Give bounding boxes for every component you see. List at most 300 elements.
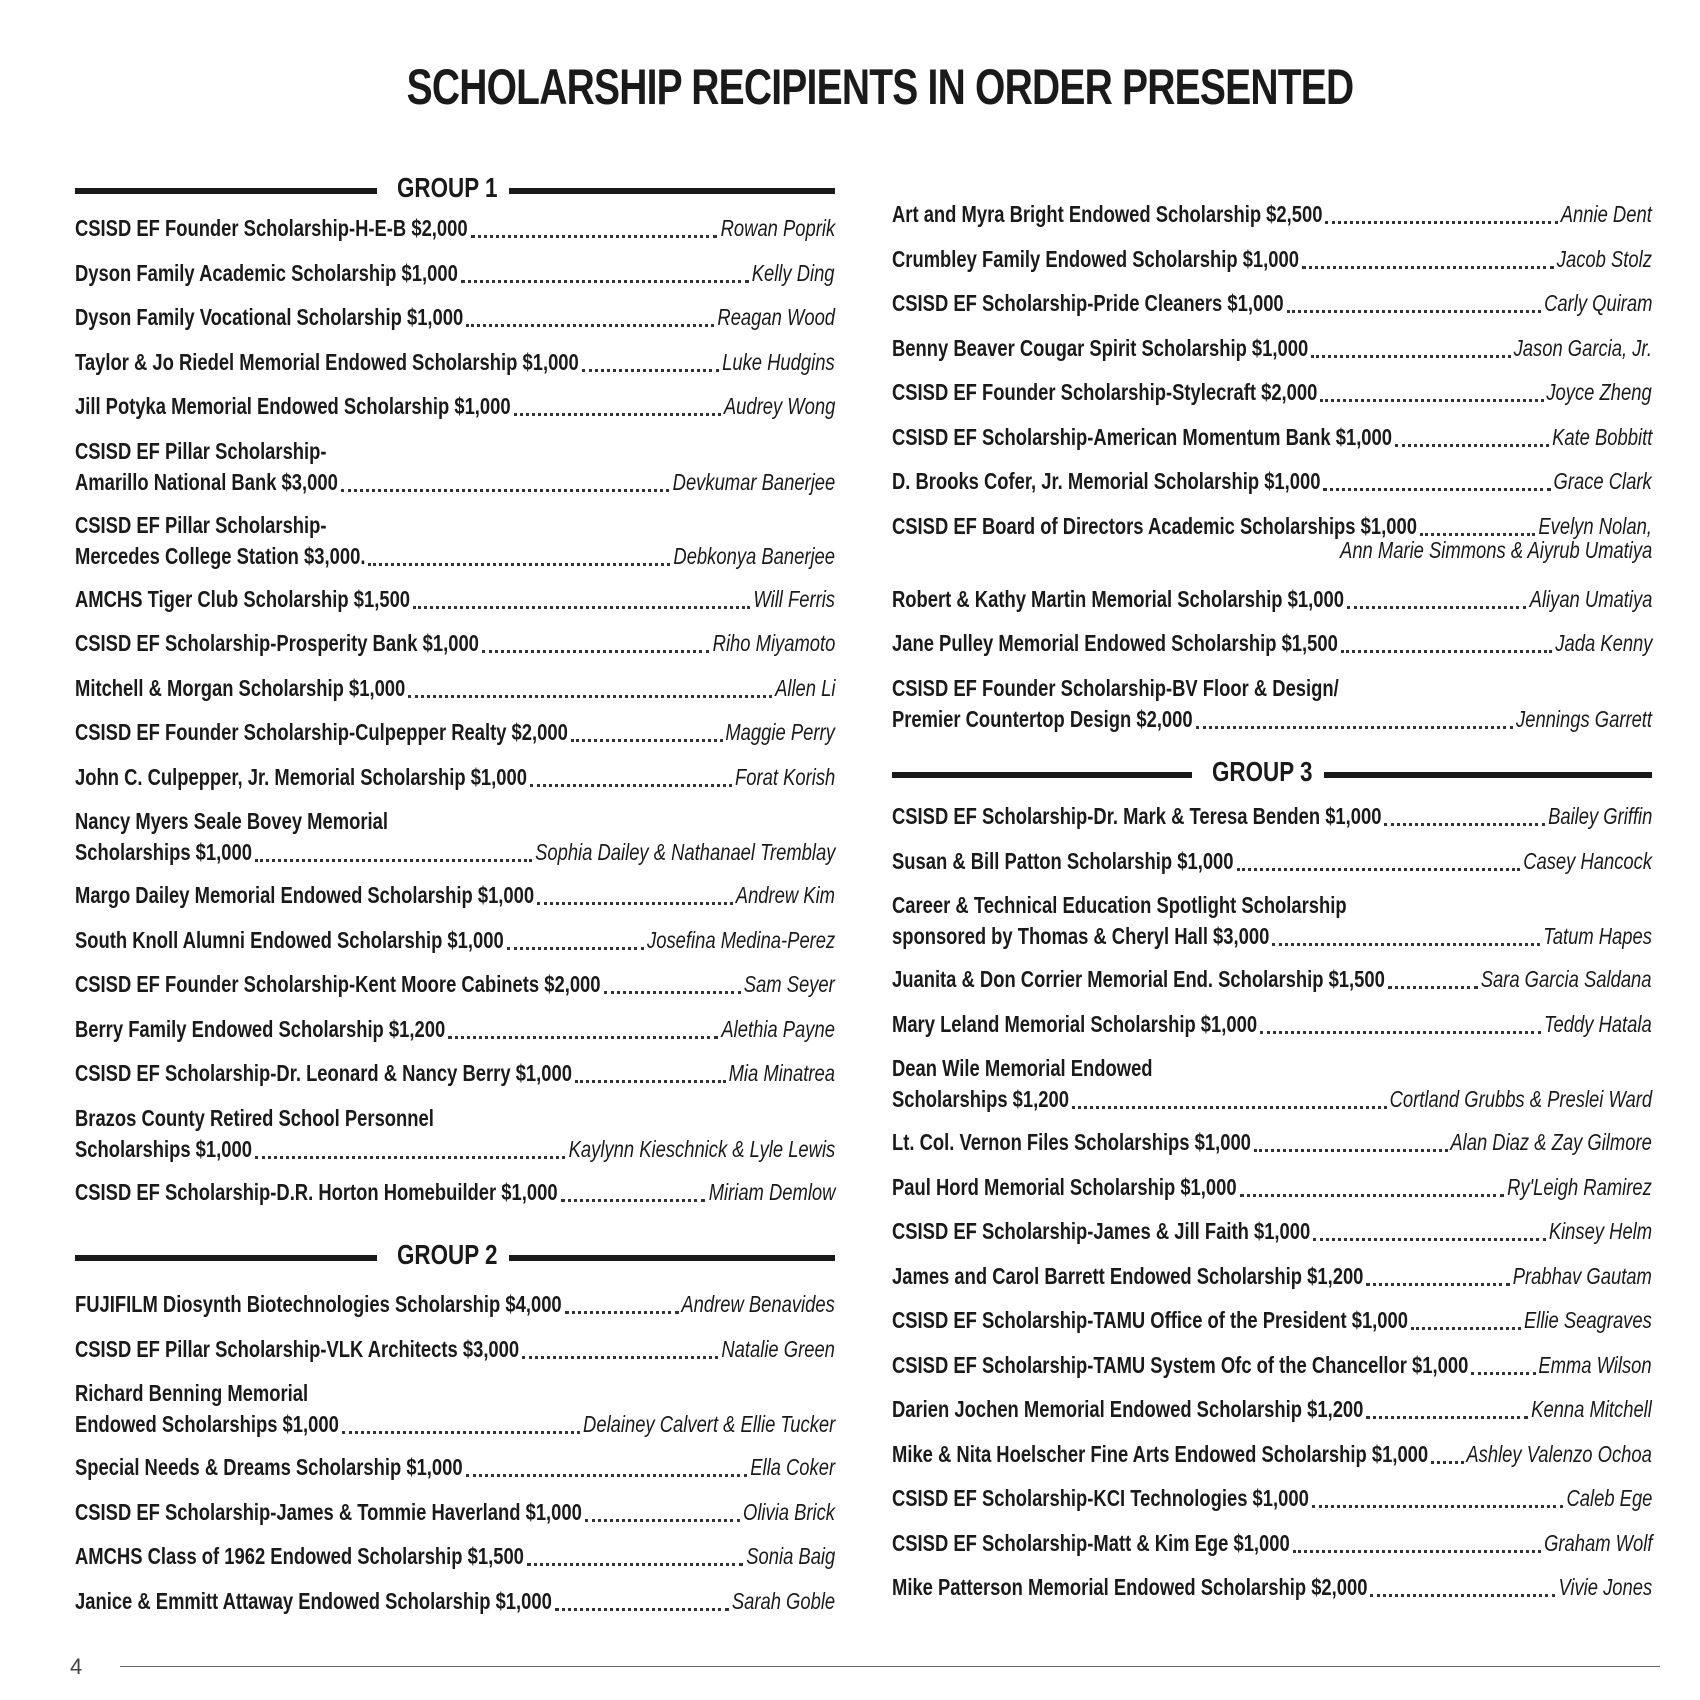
- dot-leader: [413, 606, 750, 609]
- scholarship-entry: [892, 1304, 1652, 1338]
- recipient-name: Audrey Wong: [723, 393, 835, 419]
- entry-line: [75, 1102, 835, 1136]
- scholarship-name: CSISD EF Scholarship-Prosperity Bank $1,000: [75, 630, 479, 656]
- recipient-name: Bailey Griffin: [1547, 803, 1652, 829]
- scholarship-name-line1: Richard Benning Memorial: [75, 1380, 309, 1406]
- scholarship-entry: [75, 301, 835, 335]
- recipient-name: Sara Garcia Saldana: [1481, 966, 1652, 992]
- entry-line: [75, 1176, 835, 1210]
- scholarship-entry: [75, 1057, 835, 1091]
- scholarship-name: James and Carol Barrett Endowed Scholarship $1,200: [892, 1262, 1364, 1289]
- scholarship-entry: [892, 845, 1652, 879]
- dot-leader: [341, 489, 670, 492]
- scholarship-entry: [892, 800, 1652, 834]
- entry-line: [892, 920, 1652, 954]
- entry-line: [892, 1349, 1652, 1383]
- entry-line: [892, 1008, 1652, 1042]
- dot-leader: [507, 947, 644, 950]
- scholarship-entry: [892, 376, 1652, 410]
- scholarship-name: Premier Countertop Design $2,000: [892, 705, 1193, 732]
- entry-line: [75, 1540, 835, 1574]
- scholarship-name: John C. Culpepper, Jr. Memorial Scholarship $1,000: [75, 763, 527, 790]
- recipient-name: Joyce Zheng: [1546, 379, 1652, 405]
- entry-line: [892, 1393, 1652, 1427]
- scholarship-name: Berry Family Endowed Scholarship $1,200: [75, 1015, 446, 1042]
- recipient-name: Jada Kenny: [1554, 630, 1652, 656]
- dot-leader: [537, 902, 733, 905]
- entry-line: [75, 1288, 835, 1322]
- entry-line: [75, 1013, 835, 1047]
- scholarship-entry: [75, 509, 835, 569]
- scholarship-name: Crumbley Family Endowed Scholarship $1,000: [892, 245, 1299, 272]
- dot-leader: [1347, 606, 1526, 609]
- entry-line-2: [75, 1408, 835, 1442]
- entry-line: [75, 583, 835, 617]
- dot-leader: [1388, 986, 1478, 989]
- dot-leader: [604, 991, 741, 994]
- entry-line-2: [75, 466, 835, 500]
- scholarship-entry: [75, 924, 835, 958]
- recipient-name: Maggie Perry: [725, 719, 835, 745]
- scholarship-entry: [75, 1102, 835, 1162]
- scholarship-name: CSISD EF Scholarship-Dr. Mark & Teresa Benden $1,000: [892, 803, 1382, 829]
- entry-line: [892, 583, 1652, 617]
- entry-line: [892, 421, 1652, 455]
- scholarship-entry: [892, 1052, 1652, 1112]
- recipient-name: Mia Minatrea: [728, 1060, 835, 1086]
- recipient-name: Graham Wolf: [1543, 1529, 1652, 1556]
- scholarship-name: CSISD EF Scholarship-Matt & Kim Ege $1,000: [892, 1529, 1290, 1556]
- entry-line: [892, 889, 1652, 923]
- scholarship-name-line1: Career & Technical Education Spotlight Scholarship: [892, 892, 1347, 918]
- scholarship-name-line1: CSISD EF Pillar Scholarship-: [75, 437, 327, 464]
- dot-leader: [530, 784, 732, 787]
- entry-line: [892, 1438, 1652, 1472]
- scholarship-name: Robert & Kathy Martin Memorial Scholarship $1,000: [892, 585, 1344, 612]
- dot-leader: [1341, 650, 1552, 653]
- scholarship-name: CSISD EF Board of Directors Academic Scholarships $1,000: [892, 512, 1417, 539]
- scholarship-name: Jill Potyka Memorial Endowed Scholarship $1,000: [75, 393, 511, 419]
- group-heading: [75, 1239, 835, 1270]
- recipient-name: Kate Bobbitt: [1551, 423, 1652, 450]
- dot-leader: [1287, 310, 1541, 313]
- scholarship-name: Lt. Col. Vernon Files Scholarships $1,000: [892, 1129, 1251, 1155]
- recipient-name: Jennings Garrett: [1515, 705, 1652, 732]
- dot-leader: [1313, 1238, 1545, 1241]
- group-heading: [892, 756, 1652, 787]
- recipient-name: Aliyan Umatiya: [1529, 585, 1652, 612]
- entry-line: [75, 509, 835, 543]
- scholarship-entry: [892, 510, 1652, 563]
- recipient-name: Ella Coker: [750, 1454, 835, 1480]
- page-title: SCHOLARSHIP RECIPIENTS IN ORDER PRESENTED: [406, 59, 1354, 115]
- entry-line: [75, 968, 835, 1002]
- dot-leader: [1395, 444, 1549, 447]
- recipient-name: Casey Hancock: [1523, 847, 1652, 874]
- recipient-name: Emma Wilson: [1538, 1351, 1652, 1378]
- entry-line: [75, 540, 835, 574]
- recipient-name: Andrew Benavides: [681, 1291, 835, 1317]
- entry-line-2: [892, 1083, 1652, 1117]
- scholarship-entry: [892, 243, 1652, 277]
- scholarship-name: Art and Myra Bright Endowed Scholarship $2,500: [892, 201, 1323, 227]
- scholarship-name: CSISD EF Founder Scholarship-Kent Moore Cabinets $2,000: [75, 971, 601, 997]
- scholarship-name: Amarillo National Bank $3,000: [75, 468, 338, 495]
- scholarship-name-line1: CSISD EF Pillar Scholarship-: [75, 511, 327, 538]
- recipient-name: Sam Seyer: [743, 971, 835, 997]
- entry-line: [75, 879, 835, 913]
- scholarship-entry: [75, 761, 835, 795]
- recipient-name: Will Ferris: [753, 585, 835, 612]
- recipient-name: Jacob Stolz: [1556, 245, 1652, 272]
- entry-line-2: [75, 540, 835, 574]
- dot-leader: [514, 413, 721, 416]
- group-rule-right: [1324, 772, 1652, 778]
- dot-leader: [582, 369, 720, 372]
- entry-line: [75, 761, 835, 795]
- recipient-name: Delainey Calvert & Ellie Tucker: [582, 1411, 835, 1437]
- scholarship-entry: [892, 889, 1652, 949]
- entry-line: [75, 1408, 835, 1442]
- scholarship-name-line1: Brazos County Retired School Personnel: [75, 1104, 434, 1131]
- scholarship-name: Juanita & Don Corrier Memorial End. Scholarship $1,500: [892, 966, 1385, 992]
- dot-leader: [1237, 868, 1521, 871]
- recipient-name: Alethia Payne: [721, 1015, 835, 1042]
- entry-line: [75, 1451, 835, 1485]
- group-rule-left: [892, 772, 1192, 778]
- scholarship-name: CSISD EF Scholarship-D.R. Horton Homebuilder $1,000: [75, 1178, 558, 1205]
- entry-line: [75, 435, 835, 469]
- recipient-name: Annie Dent: [1560, 201, 1652, 227]
- scholarship-name: Mike Patterson Memorial Endowed Scholarship $2,000: [892, 1574, 1368, 1600]
- scholarship-entry: [892, 465, 1652, 499]
- group-rule-left: [75, 1255, 377, 1261]
- recipient-name: Sonia Baig: [746, 1543, 835, 1569]
- dot-leader: [1320, 399, 1543, 402]
- dot-leader: [561, 1199, 706, 1202]
- dot-leader: [1302, 266, 1554, 269]
- entry-line: [892, 1527, 1652, 1561]
- dot-leader: [1240, 1194, 1505, 1197]
- dot-leader: [565, 1311, 679, 1314]
- scholarship-entry: [75, 1496, 835, 1530]
- scholarship-entry: [75, 879, 835, 913]
- entry-line: [75, 301, 835, 335]
- scholarship-name: Margo Dailey Memorial Endowed Scholarship $1,000: [75, 882, 535, 908]
- recipient-name: Rowan Poprik: [720, 215, 835, 241]
- scholarship-name: Dyson Family Academic Scholarship $1,000: [75, 259, 458, 286]
- scholarship-name: Darien Jochen Memorial Endowed Scholarship $1,200: [892, 1396, 1364, 1422]
- scholarship-name: Mike & Nita Hoelscher Fine Arts Endowed Scholarship $1,000: [892, 1440, 1429, 1467]
- entry-line: [75, 346, 835, 380]
- dot-leader: [1072, 1106, 1387, 1109]
- recipient-name: Kenna Mitchell: [1531, 1396, 1652, 1422]
- recipient-name: Olivia Brick: [742, 1498, 835, 1525]
- dot-leader: [522, 1356, 718, 1359]
- scholarship-name: Dyson Family Vocational Scholarship $1,000: [75, 304, 464, 330]
- entry-line: [892, 536, 1652, 573]
- scholarship-name: Susan & Bill Patton Scholarship $1,000: [892, 847, 1234, 874]
- dot-leader: [1293, 1550, 1541, 1553]
- scholarship-name: AMCHS Class of 1962 Endowed Scholarship $1,500: [75, 1543, 524, 1569]
- dot-leader: [1323, 488, 1550, 491]
- scholarship-name: Scholarships $1,000: [75, 839, 252, 865]
- dot-leader: [255, 1156, 565, 1159]
- recipient-name: Devkumar Banerjee: [672, 468, 835, 495]
- recipient-name: Andrew Kim: [735, 882, 835, 908]
- dot-leader: [1420, 533, 1536, 536]
- entry-line: [892, 1052, 1652, 1086]
- entry-line: [892, 376, 1652, 410]
- dot-leader: [1272, 943, 1540, 946]
- dot-leader: [342, 1431, 580, 1434]
- scholarship-entry: [75, 1585, 835, 1619]
- scholarship-name: Scholarships $1,000: [75, 1135, 252, 1162]
- scholarship-entry: [75, 435, 835, 495]
- scholarship-entry: [75, 257, 835, 291]
- recipient-name: Luke Hudgins: [722, 348, 835, 375]
- dot-leader: [571, 739, 723, 742]
- scholarship-name: CSISD EF Founder Scholarship-Culpepper Realty $2,000: [75, 719, 568, 745]
- recipient-name: Josefina Medina-Perez: [646, 926, 835, 953]
- entry-line: [892, 1215, 1652, 1249]
- scholarship-entry: [892, 198, 1652, 232]
- dot-leader: [482, 650, 709, 653]
- recipient-name: Sarah Goble: [731, 1587, 835, 1614]
- scholarship-name: South Knoll Alumni Endowed Scholarship $1,000: [75, 926, 504, 953]
- entry-line: [892, 800, 1652, 834]
- scholarship-entry: [892, 287, 1652, 321]
- scholarship-name-line1: Dean Wile Memorial Endowed: [892, 1055, 1153, 1081]
- dot-leader: [448, 1036, 718, 1039]
- scholarship-name-line1: Nancy Myers Seale Bovey Memorial: [75, 808, 388, 834]
- recipient-name: Tatum Hapes: [1543, 923, 1652, 949]
- dot-leader: [575, 1080, 726, 1083]
- scholarship-entry: [892, 332, 1652, 366]
- recipient-name: Reagan Wood: [717, 304, 835, 330]
- scholarship-name: Mercedes College Station $3,000.: [75, 542, 366, 569]
- recipient-name: Sophia Dailey & Nathanael Tremblay: [534, 839, 835, 865]
- scholarship-name: CSISD EF Scholarship-American Momentum Bank $1,000: [892, 423, 1393, 450]
- entry-line: [892, 1171, 1652, 1205]
- entry-line: [75, 924, 835, 958]
- entry-line: [75, 257, 835, 291]
- scholarship-name: CSISD EF Scholarship-Pride Cleaners $1,000: [892, 290, 1284, 316]
- dot-leader: [466, 324, 714, 327]
- entry-line: [892, 332, 1652, 366]
- scholarship-entry: [75, 968, 835, 1002]
- entry-line-2: [892, 920, 1652, 954]
- entry-line: [75, 836, 835, 870]
- scholarship-entry: [892, 1482, 1652, 1516]
- scholarship-name: Taylor & Jo Riedel Memorial Endowed Scholarship $1,000: [75, 348, 579, 375]
- entry-line: [75, 466, 835, 500]
- scholarship-name: CSISD EF Scholarship-James & Jill Faith $1,000: [892, 1218, 1311, 1244]
- dot-leader: [368, 563, 670, 566]
- scholarship-name: D. Brooks Cofer, Jr. Memorial Scholarship $1,000: [892, 468, 1321, 494]
- scholarship-name: Special Needs & Dreams Scholarship $1,000: [75, 1454, 463, 1480]
- entry-line: [892, 1126, 1652, 1160]
- recipient-name: Ellie Seagraves: [1524, 1307, 1652, 1333]
- dot-leader: [1366, 1416, 1528, 1419]
- entry-line: [75, 1377, 835, 1411]
- entry-line: [75, 672, 835, 706]
- dot-leader: [461, 280, 749, 283]
- recipient-name: Evelyn Nolan,: [1538, 512, 1652, 539]
- scholarship-name: CSISD EF Scholarship-James & Tommie Haverland $1,000: [75, 1498, 582, 1525]
- scholarship-entry: [892, 963, 1652, 997]
- scholarship-name: sponsored by Thomas & Cheryl Hall $3,000: [892, 923, 1270, 949]
- dot-leader: [471, 235, 718, 238]
- scholarship-name: FUJIFILM Diosynth Biotechnologies Scholarship $4,000: [75, 1291, 562, 1317]
- dot-leader: [408, 695, 771, 698]
- recipient-name: Kelly Ding: [752, 259, 835, 286]
- entry-line-2: [892, 703, 1652, 737]
- recipient-name: Kaylynn Kieschnick & Lyle Lewis: [568, 1135, 835, 1162]
- scholarship-name: Janice & Emmitt Attaway Endowed Scholarship $1,000: [75, 1587, 552, 1614]
- group-label: GROUP 1: [397, 172, 498, 203]
- dot-leader: [527, 1563, 743, 1566]
- scholarship-entry: [892, 1215, 1652, 1249]
- entry-line: [75, 390, 835, 424]
- recipient-name: Grace Clark: [1553, 468, 1652, 494]
- entry-line-2: [75, 1133, 835, 1167]
- scholarship-entry: [75, 1540, 835, 1574]
- scholarship-name: CSISD EF Scholarship-Dr. Leonard & Nancy Berry $1,000: [75, 1060, 572, 1086]
- dot-leader: [1254, 1149, 1448, 1152]
- scholarship-entry: [892, 1393, 1652, 1427]
- scholarship-name: CSISD EF Scholarship-TAMU Office of the President $1,000: [892, 1307, 1408, 1333]
- entry-line: [892, 198, 1652, 232]
- scholarship-name: Paul Hord Memorial Scholarship $1,000: [892, 1173, 1237, 1200]
- dot-leader: [1370, 1594, 1555, 1597]
- entry-line: [892, 243, 1652, 277]
- recipient-name: Vivie Jones: [1558, 1574, 1652, 1600]
- recipient-name: Ashley Valenzo Ochoa: [1466, 1440, 1652, 1467]
- scholarship-entry: [75, 716, 835, 750]
- dot-leader: [1312, 1505, 1563, 1508]
- group-rule-right: [509, 188, 835, 194]
- entry-line-2: [75, 836, 835, 870]
- recipient-name: Allen Li: [774, 674, 835, 701]
- footer-divider: [120, 1666, 1660, 1667]
- dot-leader: [555, 1608, 729, 1611]
- dot-leader: [1311, 355, 1510, 358]
- scholarship-name: Mitchell & Morgan Scholarship $1,000: [75, 674, 406, 701]
- scholarship-entry: [892, 1438, 1652, 1472]
- recipient-name: Cortland Grubbs & Preslei Ward: [1389, 1086, 1652, 1112]
- scholarship-name: CSISD EF Scholarship-TAMU System Ofc of the Chancellor $1,000: [892, 1351, 1469, 1378]
- dot-leader: [1411, 1327, 1521, 1330]
- scholarship-entry: [75, 805, 835, 865]
- scholarship-entry: [892, 583, 1652, 617]
- dot-leader: [1260, 1031, 1541, 1034]
- entry-line: [75, 1333, 835, 1367]
- scholarship-name: CSISD EF Scholarship-KCI Technologies $1,000: [892, 1485, 1309, 1511]
- scholarship-name: CSISD EF Founder Scholarship-H-E-B $2,000: [75, 215, 468, 241]
- entry-line: [892, 672, 1652, 706]
- recipient-name: Miriam Demlow: [708, 1178, 835, 1205]
- entry-line: [892, 845, 1652, 879]
- dot-leader: [1366, 1283, 1509, 1286]
- entry-line: [75, 1496, 835, 1530]
- scholarship-entry: [892, 1349, 1652, 1383]
- scholarship-entry: [892, 627, 1652, 661]
- scholarship-name: Scholarships $1,200: [892, 1086, 1069, 1112]
- scholarship-entry: [75, 627, 835, 661]
- scholarship-entry: [75, 212, 835, 246]
- scholarship-name: Mary Leland Memorial Scholarship $1,000: [892, 1010, 1258, 1037]
- entry-line: [75, 212, 835, 246]
- scholarship-entry: [75, 1013, 835, 1047]
- scholarship-entry: [892, 1171, 1652, 1205]
- entry-line: [892, 1571, 1652, 1605]
- scholarship-entry: [75, 672, 835, 706]
- entry-line: [75, 627, 835, 661]
- scholarship-entry: [892, 421, 1652, 455]
- recipient-name: Ry'Leigh Ramirez: [1507, 1173, 1652, 1200]
- entry-line: [75, 805, 835, 839]
- entry-line: [892, 627, 1652, 661]
- entry-line: [892, 1260, 1652, 1294]
- scholarship-name: Jane Pulley Memorial Endowed Scholarship $1,500: [892, 630, 1338, 656]
- scholarship-entry: [892, 1571, 1652, 1605]
- dot-leader: [585, 1519, 740, 1522]
- entry-line: [892, 1083, 1652, 1117]
- scholarship-entry: [75, 346, 835, 380]
- dot-leader: [255, 859, 532, 862]
- dot-leader: [1431, 1461, 1463, 1464]
- scholarship-entry: [75, 1333, 835, 1367]
- scholarship-entry: [892, 1260, 1652, 1294]
- dot-leader: [1325, 221, 1557, 224]
- scholarship-entry: [75, 1377, 835, 1437]
- recipient-name: Jason Garcia, Jr.: [1513, 334, 1652, 361]
- entry-line: [892, 963, 1652, 997]
- entry-line: [892, 703, 1652, 737]
- group-label: GROUP 2: [397, 1239, 498, 1270]
- recipient-name: Caleb Ege: [1566, 1485, 1652, 1511]
- scholarship-name: Endowed Scholarships $1,000: [75, 1411, 339, 1437]
- scholarship-entry: [75, 1451, 835, 1485]
- dot-leader: [1471, 1372, 1535, 1375]
- group-heading: [75, 172, 835, 203]
- scholarship-entry: [75, 1288, 835, 1322]
- group-rule-left: [75, 188, 377, 194]
- page-number: 4: [70, 1654, 83, 1679]
- scholarship-name: Benny Beaver Cougar Spirit Scholarship $1,000: [892, 334, 1309, 361]
- entry-line: [892, 287, 1652, 321]
- scholarship-entry: [892, 1126, 1652, 1160]
- scholarship-entry: [892, 1008, 1652, 1042]
- recipient-name: Riho Miyamoto: [712, 630, 835, 656]
- scholarship-entry: [75, 390, 835, 424]
- entry-line: [75, 1585, 835, 1619]
- group-rule-right: [509, 1255, 835, 1261]
- recipient-name: Kinsey Helm: [1548, 1218, 1652, 1244]
- recipient-name: Alan Diaz & Zay Gilmore: [1450, 1129, 1652, 1155]
- scholarship-entry: [75, 1176, 835, 1210]
- scholarship-name: CSISD EF Founder Scholarship-Stylecraft $2,000: [892, 379, 1318, 405]
- recipient-name: Prabhav Gautam: [1512, 1262, 1652, 1289]
- recipient-name: Forat Korish: [734, 763, 835, 790]
- scholarship-entry: [892, 1527, 1652, 1561]
- entry-line: [892, 465, 1652, 499]
- dot-leader: [1196, 726, 1513, 729]
- recipient-name: Carly Quiram: [1543, 290, 1652, 316]
- scholarship-name-line1: CSISD EF Founder Scholarship-BV Floor & Design/: [892, 674, 1339, 701]
- scholarship-entry: [75, 583, 835, 617]
